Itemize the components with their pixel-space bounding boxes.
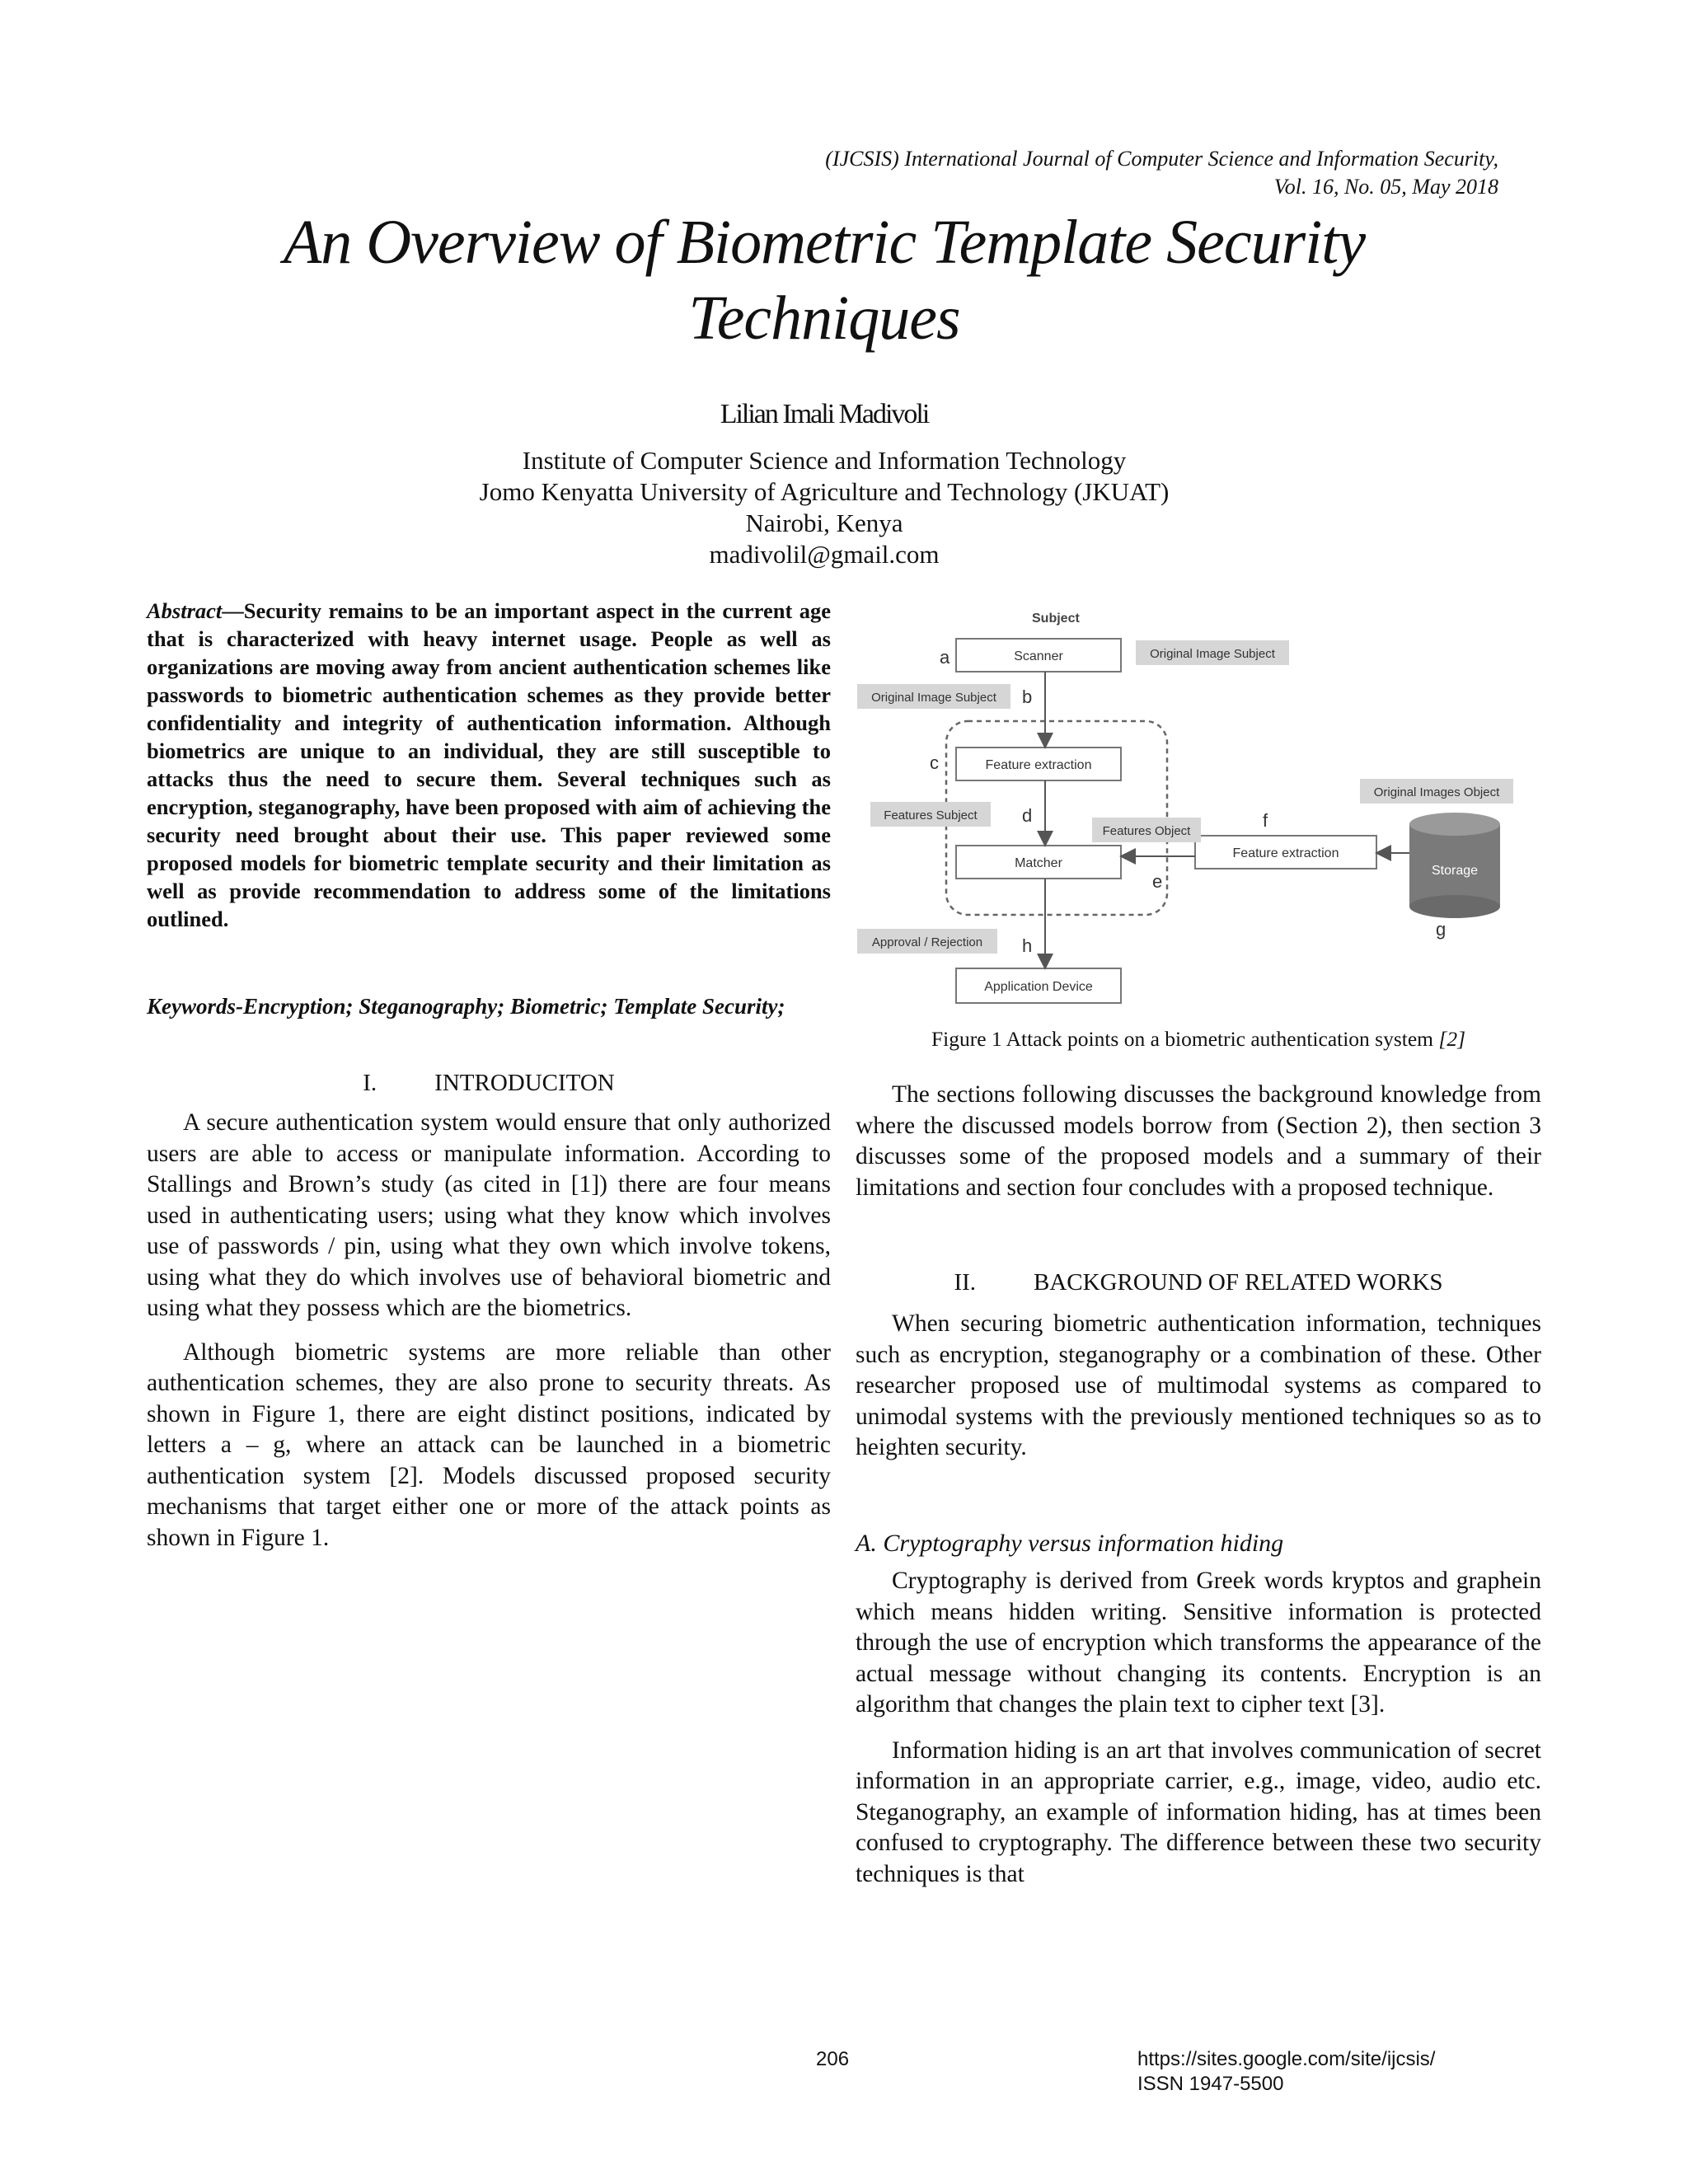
cryptography-body bbox=[856, 1566, 1541, 1890]
tag-original-images-object bbox=[1360, 779, 1513, 804]
figure-attack-points-diagram bbox=[857, 606, 1541, 1018]
tag-approval-rejection bbox=[857, 929, 997, 954]
abstract bbox=[147, 597, 831, 933]
attack-point-h: h bbox=[1022, 935, 1033, 956]
paper-title bbox=[148, 204, 1500, 356]
section-number: II. bbox=[954, 1269, 977, 1296]
feature-extraction-label: Feature extraction bbox=[985, 758, 1092, 772]
title-line-2: Techniques bbox=[688, 284, 960, 353]
page-number: 206 bbox=[816, 2048, 850, 2070]
author-name: Lilian Imali Madivoli bbox=[720, 399, 929, 429]
figure-caption bbox=[856, 1027, 1541, 1052]
journal-header bbox=[592, 145, 1498, 201]
attack-point-d: d bbox=[1022, 805, 1033, 826]
author-email: madivolil@gmail.com bbox=[709, 540, 940, 569]
author-affiliation bbox=[0, 445, 1648, 570]
abstract-label: Abstract bbox=[147, 598, 223, 623]
introduction-body bbox=[147, 1108, 831, 1554]
journal-volume: Vol. 16, No. 05, May 2018 bbox=[1273, 175, 1498, 199]
affiliation-location: Nairobi, Kenya bbox=[745, 509, 903, 537]
attack-point-f: f bbox=[1263, 810, 1268, 831]
section-number: I. bbox=[363, 1070, 377, 1096]
paragraph: A secure authentication system would ensure that only authorized users are able to access or manipulate information. According to Stallings and Brown’s study (as cited in [1]) there are four means used in authenticating users; using what they know which involves use of passwords / pin, using what they own which involve tokens, using what they do which involves use of behavioral biometric and using what they possess which are the biometrics. bbox=[147, 1109, 831, 1321]
footer-links bbox=[1137, 2047, 1435, 2097]
journal-name: (IJCSIS) International Journal of Computer Science and Information Security, bbox=[825, 147, 1498, 171]
paragraph: Cryptography is derived from Greek words kryptos and graphein which means hidden writing. Sensitive information is protected through the use of encryption which transforms the appearance of the actual message without changing its contents. Encryption is an algorithm that changes the plain text to cipher text [3]. bbox=[856, 1568, 1541, 1718]
attack-point-a: a bbox=[940, 647, 950, 668]
svg-text:Features Subject: Features Subject bbox=[884, 808, 978, 823]
section-heading-background bbox=[856, 1269, 1541, 1296]
sections-overview bbox=[856, 1080, 1541, 1203]
application-device-label: Application Device bbox=[984, 980, 1093, 994]
svg-text:Original Image Subject: Original Image Subject bbox=[871, 691, 996, 705]
caption-text: Figure 1 Attack points on a biometric authentication system bbox=[931, 1027, 1434, 1051]
section-title: BACKGROUND OF RELATED WORKS bbox=[1034, 1269, 1443, 1296]
abstract-text: —Security remains to be an important aspect in the current age that is characterized with heavy internet usage. People as well as organizations are moving away from ancient authentication schemes like passwords to biometric authentication schemes as they provide better confidentiality and integrity of authentication information. Although biometrics are unique to an individual, they are still susceptible to attacks thus the need to secure them. Several techniques such as encryption, steganography, have been proposed with aim of achieving the security need brought about their use. This paper reviewed some proposed models for biometric template security and their limitation as well as provide recommendation to address some of the limitations outlined. bbox=[147, 598, 831, 931]
affiliation-university: Jomo Kenyatta University of Agriculture and Technology (JKUAT) bbox=[479, 477, 1170, 506]
matcher-label: Matcher bbox=[1015, 856, 1062, 870]
tag-features-subject bbox=[870, 802, 991, 827]
subsection-heading-cryptography: A. Cryptography versus information hiding bbox=[856, 1530, 1284, 1557]
attack-point-b: b bbox=[1022, 687, 1033, 707]
affiliation-institute: Institute of Computer Science and Information Technology bbox=[522, 446, 1127, 475]
svg-text:Approval / Rejection: Approval / Rejection bbox=[871, 935, 983, 949]
paragraph: The sections following discusses the background knowledge from where the discussed models borrow from (Section 2), then section 3 discusses some of the proposed models and a summary of their limitations and section four concludes with a proposed technique. bbox=[856, 1081, 1541, 1201]
attack-point-g: g bbox=[1436, 919, 1447, 940]
attack-point-c: c bbox=[930, 752, 939, 773]
attack-point-e: e bbox=[1152, 871, 1163, 892]
issn: ISSN 1947-5500 bbox=[1137, 2073, 1284, 2095]
diagram-subject-label: Subject bbox=[1032, 612, 1080, 626]
journal-url[interactable]: https://sites.google.com/site/ijcsis/ bbox=[1137, 2048, 1436, 2070]
tag-features-object bbox=[1092, 818, 1201, 842]
tag-original-image-subject-right bbox=[1136, 640, 1289, 665]
paragraph: Although biometric systems are more reliable than other authentication schemes, they are also prone to security threats. As shown in Figure 1, there are eight distinct positions, indicated by letters a – g, where an attack can be launched in a biometric authentication system [2]. Models discussed proposed security mechanisms that target either one or more of the attack points as shown in Figure 1. bbox=[147, 1338, 831, 1551]
background-body bbox=[856, 1309, 1541, 1464]
svg-text:Original Image Subject: Original Image Subject bbox=[1150, 647, 1275, 661]
svg-text:Original Images Object: Original Images Object bbox=[1373, 785, 1500, 799]
tag-original-image-subject-left bbox=[857, 684, 1010, 709]
keywords: Keywords-Encryption; Steganography; Biometric; Template Security; bbox=[147, 994, 785, 1019]
section-heading-introduction bbox=[147, 1070, 831, 1097]
caption-reference: [2] bbox=[1438, 1027, 1466, 1051]
title-line-1: An Overview of Biometric Template Security bbox=[283, 208, 1366, 277]
paragraph: Information hiding is an art that involves communication of secret information in an appropriate carrier, e.g., image, video, audio etc. Steganography, an example of information hiding, has at times been confused to cryptography. The difference between these two security techniques is that bbox=[856, 1736, 1541, 1887]
svg-text:Features Object: Features Object bbox=[1102, 824, 1191, 838]
scanner-label: Scanner bbox=[1014, 649, 1063, 663]
feature-extraction-object-label: Feature extraction bbox=[1232, 846, 1339, 860]
section-title: INTRODUCITON bbox=[434, 1070, 615, 1096]
storage-label: Storage bbox=[1431, 864, 1479, 878]
paragraph: When securing biometric authentication information, techniques such as encryption, steganography or a combination of these. Other researcher proposed use of multimodal systems as compared to unimodal systems with the previously mentioned techniques so as to heighten security. bbox=[856, 1310, 1541, 1460]
